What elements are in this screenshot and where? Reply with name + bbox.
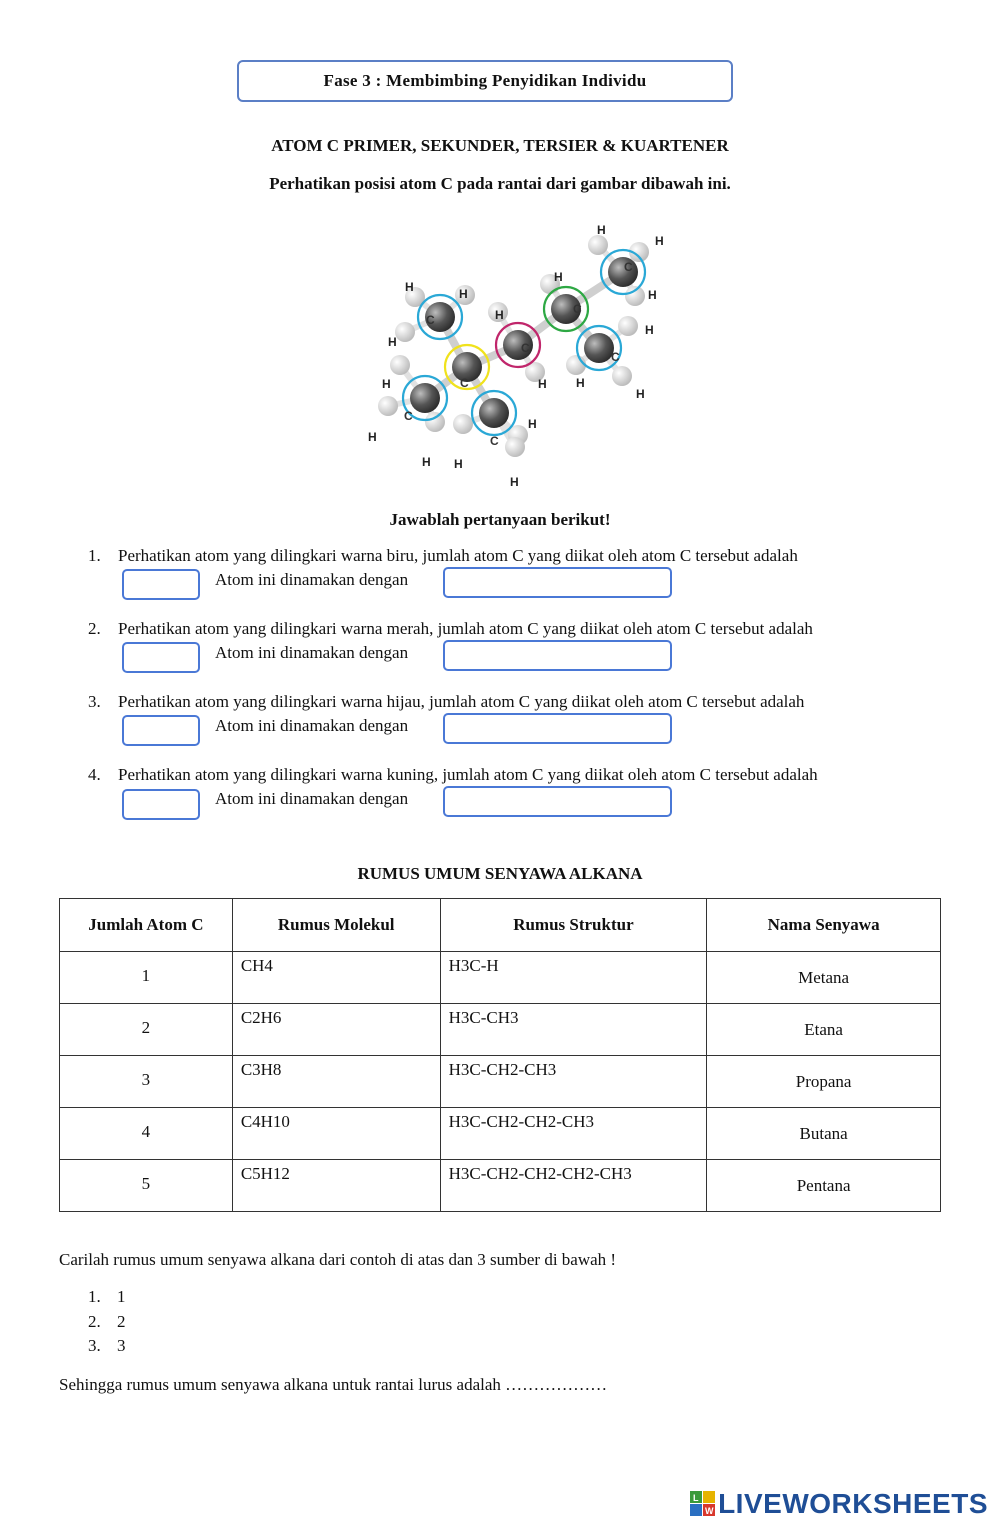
h-label: H [382, 377, 391, 391]
carbon-count: 1 [141, 966, 151, 985]
phase-header [237, 60, 733, 102]
c-label: C [490, 434, 499, 448]
h-label: H [636, 387, 645, 401]
molecular-formula: CH4 [240, 956, 273, 975]
question-text: Perhatikan atom yang dilingkari warna biru, jumlah atom C yang diikat oleh atom C tersebut adalah [118, 546, 798, 565]
instruction-text: Perhatikan posisi atom C pada rantai dari gambar dibawah ini. [269, 174, 731, 193]
logo-icon-letter: L [693, 1493, 700, 1503]
c-label: C [611, 350, 620, 364]
header-cell: Jumlah Atom C [60, 899, 233, 952]
structural-formula: H3C-CH2-CH2-CH2-CH3 [448, 1164, 632, 1183]
c-label: C [521, 341, 530, 355]
question-number: 2. [88, 619, 101, 638]
structural-formula: H3C-CH3 [448, 1008, 519, 1027]
compound-name: Propana [795, 1072, 852, 1091]
compound-name: Etana [804, 1020, 843, 1039]
h-label: H [648, 288, 657, 302]
questions-heading: Jawablah pertanyaan berikut! [389, 510, 611, 529]
answer-name-input[interactable] [443, 713, 672, 744]
question-text: Perhatikan atom yang dilingkari warna merah, jumlah atom C yang diikat oleh atom C tersebut adalah [118, 619, 813, 638]
structural-formula: H3C-H [448, 956, 499, 975]
question-suffix: Atom ini dinamakan dengan [215, 716, 409, 735]
h-label: H [495, 308, 504, 322]
h-label: H [454, 457, 463, 471]
molecular-formula: C2H6 [240, 1008, 282, 1027]
answer-count-input[interactable] [122, 569, 200, 600]
table-title: RUMUS UMUM SENYAWA ALKANA [357, 864, 643, 883]
h-label: H [645, 323, 654, 337]
h-label: H [368, 430, 377, 444]
table-row [60, 1108, 941, 1160]
compound-name: Pentana [796, 1176, 851, 1195]
structural-formula: H3C-CH2-CH3 [448, 1060, 557, 1079]
molecular-formula: C4H10 [240, 1112, 290, 1131]
table-row [60, 1004, 941, 1056]
answer-count-input[interactable] [122, 789, 200, 820]
page-title: ATOM C PRIMER, SEKUNDER, TERSIER & KUARTENER [271, 136, 729, 155]
question-number: 3. [88, 692, 101, 711]
question-text: Perhatikan atom yang dilingkari warna kuning, jumlah atom C yang diikat oleh atom C tersebut adalah [118, 765, 818, 784]
h-label: H [405, 280, 414, 294]
question-suffix: Atom ini dinamakan dengan [215, 570, 409, 589]
source-link[interactable]: 3 [117, 1336, 126, 1355]
carbon-count: 2 [141, 1018, 151, 1037]
table-row [60, 1056, 941, 1108]
answer-count-input[interactable] [122, 642, 200, 673]
conclusion-text: Sehingga rumus umum senyawa alkana untuk rantai lurus adalah ……………… [59, 1375, 608, 1394]
h-label: H [597, 223, 606, 237]
c-label: C [404, 409, 413, 423]
molecular-formula: C3H8 [240, 1060, 282, 1079]
answer-name-input[interactable] [443, 786, 672, 817]
phase-title: Fase 3 : Membimbing Penyidikan Individu [323, 71, 647, 90]
answer-name-input[interactable] [443, 567, 672, 598]
h-label: H [528, 417, 537, 431]
answer-name-input[interactable] [443, 640, 672, 671]
h-label: H [422, 455, 431, 469]
liveworksheets-logo [690, 1488, 988, 1520]
h-label: H [538, 377, 547, 391]
list-number: 3. [88, 1336, 101, 1355]
c-label: C [573, 302, 582, 316]
question-suffix: Atom ini dinamakan dengan [215, 643, 409, 662]
logo-text: LIVEWORKSHEETS [718, 1488, 988, 1519]
source-link[interactable]: 1 [117, 1287, 126, 1306]
header-cell: Nama Senyawa [707, 899, 941, 952]
question-number: 4. [88, 765, 101, 784]
logo-icon [690, 1491, 716, 1517]
task-text: Carilah rumus umum senyawa alkana dari contoh di atas dan 3 sumber di bawah ! [59, 1250, 617, 1269]
c-label: C [460, 376, 469, 390]
h-label: H [554, 270, 563, 284]
list-number: 1. [88, 1287, 101, 1306]
question-text: Perhatikan atom yang dilingkari warna hijau, jumlah atom C yang diikat oleh atom C tersebut adalah [118, 692, 805, 711]
header-cell: Rumus Struktur [440, 899, 707, 952]
alkane-table [59, 898, 941, 1212]
carbon-count: 5 [141, 1174, 151, 1193]
table-row [60, 952, 941, 1004]
logo-icon-letter: W [705, 1506, 715, 1516]
compound-name: Butana [799, 1124, 848, 1143]
table-header-row [60, 899, 941, 952]
compound-name: Metana [798, 968, 850, 987]
molecule-illustration [360, 210, 700, 495]
h-label: H [510, 475, 519, 489]
c-label: C [624, 260, 633, 274]
list-number: 2. [88, 1312, 101, 1331]
structural-formula: H3C-CH2-CH2-CH3 [448, 1112, 595, 1131]
source-link[interactable]: 2 [117, 1312, 126, 1331]
carbon-count: 4 [141, 1122, 151, 1141]
h-label: H [655, 234, 664, 248]
h-label: H [576, 376, 585, 390]
answer-count-input[interactable] [122, 715, 200, 746]
question-number: 1. [88, 546, 101, 565]
table-row [60, 1160, 941, 1212]
molecular-formula: C5H12 [240, 1164, 290, 1183]
carbon-count: 3 [141, 1070, 151, 1089]
c-label: C [426, 313, 435, 327]
question-suffix: Atom ini dinamakan dengan [215, 789, 409, 808]
header-cell: Rumus Molekul [232, 899, 440, 952]
h-label: H [388, 335, 397, 349]
h-label: H [459, 287, 468, 301]
